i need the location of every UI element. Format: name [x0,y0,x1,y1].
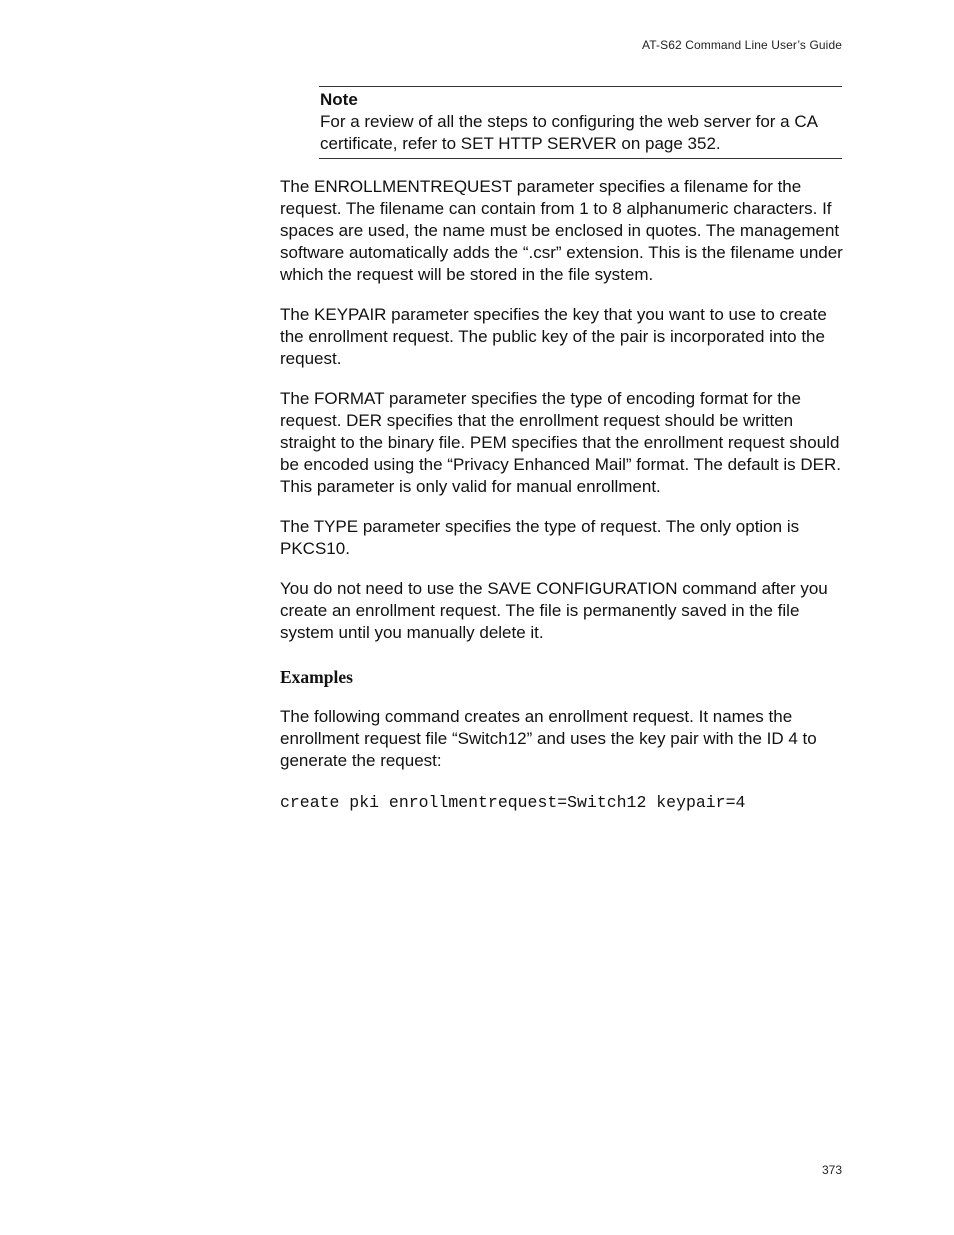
paragraph-format: The FORMAT parameter specifies the type of encoding format for the request. DER specifies that the enrollment request should be written straight to the binary file. PEM specifies that the enrollment request should be encoded using the “Privacy Enhanced Mail” format. The default is DER. This parameter is only valid for manual enrollment. [280,389,841,496]
code-example: create pki enrollmentrequest=Switch12 keypair=4 [280,793,746,812]
section-heading-examples: Examples [280,667,353,687]
page-number: 373 [821,1163,842,1177]
running-header: AT-S62 Command Line User’s Guide [642,38,842,52]
note-label: Note [320,90,358,109]
example-intro: The following command creates an enrollment request. It names the enrollment request file “Switch12” and uses the key pair with the ID 4 to generate the request: [280,707,817,770]
paragraph-keypair: The KEYPAIR parameter specifies the key that you want to use to create the enrollment request. The public key of the pair is incorporated into the request. [280,305,827,368]
paragraph-type: The TYPE parameter specifies the type of request. The only option is PKCS10. [280,517,800,558]
note-box [319,86,842,159]
note-text: For a review of all the steps to configuring the web server for a CA certificate, refer to SET HTTP SERVER on page 352. [320,112,818,153]
main-content [280,176,846,814]
paragraph-enrollmentrequest: The ENROLLMENTREQUEST parameter specifies a filename for the request. The filename can contain from 1 to 8 alphanumeric characters. If spaces are used, the name must be enclosed in quotes. The management software automatically adds the “.csr” extension. This is the filename under which the request will be stored in the file system. [280,177,843,284]
paragraph-save-configuration: You do not need to use the SAVE CONFIGURATION command after you create an enrollment request. The file is permanently saved in the file system until you manually delete it. [280,579,828,642]
